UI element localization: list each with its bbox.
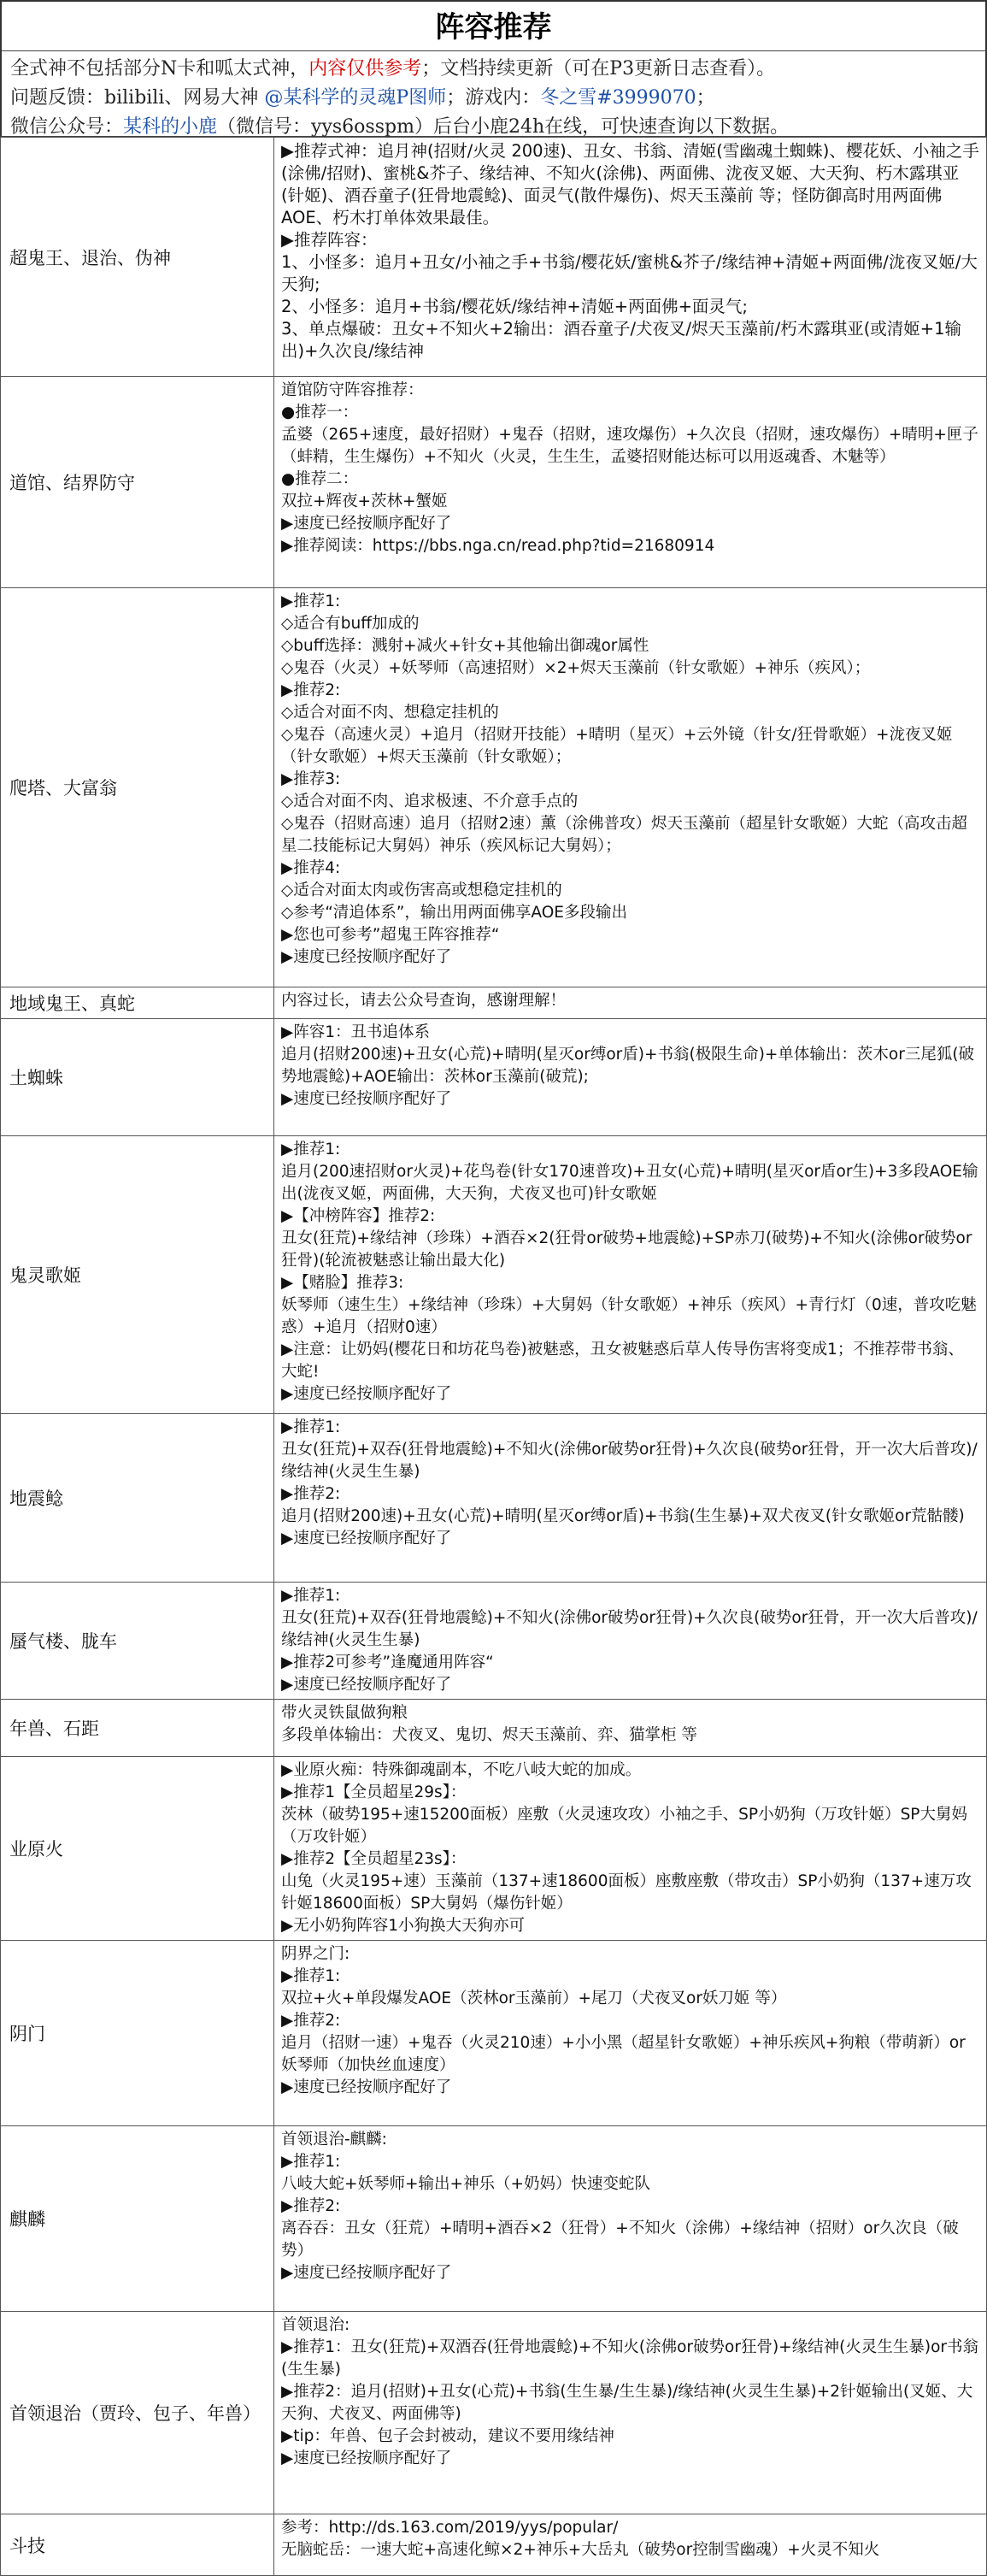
recommendation-line: ●推荐二：	[281, 470, 359, 488]
recommendation-line: ◇适合对面太肉或伤害高或想稳定挂机的	[281, 881, 562, 899]
intro-line-3-post: （微信号：yys6osspm）后台小鹿24h在线，可快速查询以下数据。	[217, 116, 790, 138]
recommendation-line: ▶推荐1:	[281, 2153, 341, 2171]
recommendation-line: ▶速度已经按顺序配好了	[281, 1530, 452, 1547]
recommendation-line: ▶推荐1:	[281, 1587, 341, 1605]
recommendation-line: 山兔（火灵195+速）玉藻前（137+速18600面板）座敷座敷（带攻击）SP小奶狗（137+速万攻针姬18600面板）SP大舅妈（爆伤针姬）	[281, 1872, 972, 1913]
category-cell: 道馆、结界防守	[1, 377, 274, 588]
recommendation-line: ▶tip：年兽、包子会封被动，建议不要用缘结神	[281, 2427, 614, 2445]
intro-line-2-pre: 问题反馈：bilibili、网易大神	[10, 87, 265, 109]
recommendation-line: ▶速度已经按顺序配好了	[281, 1090, 452, 1108]
table-row	[1, 1583, 987, 1700]
recommendation-line: 2、小怪多：追月+书翁/樱花妖/缘结神+清姬+两面佛+面灵气;	[281, 297, 748, 316]
category-cell: 地域鬼王、真蛇	[1, 987, 274, 1019]
recommendation-cell	[274, 2514, 987, 2576]
recommendation-line: ▶速度已经按顺序配好了	[281, 948, 452, 966]
table-row	[1, 1136, 987, 1414]
recommendation-line: 孟婆（265+速度，最好招财）+鬼吞（招财，速攻爆伤）+久次良（招财，速攻爆伤）+晴明+匣子（蚌精，生生爆伤）+不知火（火灵，生生生，孟婆招财能达标可以用返魂香、木魅等）	[281, 426, 978, 466]
recommendation-line: ▶推荐1:	[281, 592, 341, 610]
recommendation-cell	[274, 987, 987, 1019]
category-cell: 蜃气楼、胧车	[1, 1583, 274, 1700]
recommendation-line: 离吞吞：丑女（狂荒）+晴明+酒吞×2（狂骨）+不知火（涂佛）+缘结神（招财）or久次良（破势）	[281, 2219, 959, 2260]
intro-line-2-mid: ；游戏内：	[446, 87, 541, 109]
recommendation-line: 追月(200速招财or火灵)+花鸟卷(针女170速普攻)+丑女(心荒)+晴明(星灭or盾or生)+3多段AOE输出(泷夜叉姬，两面佛，大天狗，犬夜叉也可)针女歌姬	[281, 1163, 978, 1203]
intro-line-1-pre: 全式神不包括部分N卡和呱太式神，	[10, 58, 309, 80]
recommendation-line: 追月(招财200速)+丑女(心荒)+晴明(星灭or缚or盾)+书翁(极限生命)+单体输出：茨木or三尾狐(破势地震鲶)+AOE输出：茨林or玉藻前(破荒);	[281, 1046, 975, 1086]
category-cell: 爬塔、大富翁	[1, 588, 274, 987]
recommendation-line: 道馆防守阵容推荐：	[281, 381, 424, 399]
table-row	[1, 1019, 987, 1136]
recommendation-cell	[274, 1136, 987, 1414]
recommendation-cell	[274, 138, 987, 377]
intro-line-1	[10, 55, 977, 84]
recommendation-line: ●推荐一：	[281, 404, 359, 421]
table-row	[1, 2126, 987, 2312]
recommendation-cell	[274, 2126, 987, 2312]
recommendation-line: 首领退治:	[281, 2316, 350, 2334]
category-cell: 超鬼王、退治、伪神	[1, 138, 274, 377]
table-row	[1, 987, 987, 1019]
table-row	[1, 2514, 987, 2576]
recommendation-line: 首领退治-麒麟:	[281, 2131, 387, 2149]
category-cell: 鬼灵歌姬	[1, 1136, 274, 1414]
recommendation-line: ▶推荐3:	[281, 770, 341, 788]
recommendation-cell	[274, 1700, 987, 1757]
recommendation-line: ▶速度已经按顺序配好了	[281, 2078, 452, 2096]
lineup-table	[0, 137, 987, 2576]
table-row	[1, 1414, 987, 1583]
recommendation-line: ▶阵容1：丑书追体系	[281, 1023, 430, 1041]
table-row	[1, 1757, 987, 1941]
category-cell: 斗技	[1, 2514, 274, 2576]
category-cell: 业原火	[1, 1757, 274, 1941]
recommendation-line: ▶推荐2:	[281, 2197, 341, 2215]
disclaimer-highlight: 内容仅供参考	[308, 58, 422, 80]
recommendation-line: ▶推荐1:	[281, 1141, 341, 1158]
recommendation-line: ▶您也可参考”超鬼王阵容推荐“	[281, 926, 500, 944]
recommendation-line: 追月（招财一速）+鬼吞（火灵210速）+小小黑（超星针女歌姬）+神乐疾风+狗粮（带萌新）or妖琴师（加快丝血速度）	[281, 2034, 966, 2074]
category-cell: 土蜘蛛	[1, 1019, 274, 1136]
wechat-account-name: 某科的小鹿	[123, 116, 218, 138]
recommendation-cell	[274, 1414, 987, 1583]
recommendation-line: ◇适合对面不肉、想稳定挂机的	[281, 704, 499, 722]
recommendation-line: 阴界之门:	[281, 1945, 350, 1963]
recommendation-line: ▶速度已经按顺序配好了	[281, 1676, 452, 1694]
intro-line-2-post: ；	[696, 87, 715, 109]
intro-line-2	[10, 84, 977, 113]
table-row	[1, 1941, 987, 2126]
recommendation-line: ◇鬼吞（火灵）+妖琴师（高速招财）×2+烬天玉藻前（针女歌姬）+神乐（疾风）；	[281, 659, 871, 677]
recommendation-line: ▶速度已经按顺序配好了	[281, 2449, 452, 2467]
table-row	[1, 377, 987, 588]
recommendation-line: ◇适合对面不肉、追求极速、不介意手点的	[281, 793, 579, 811]
recommendation-line: ▶推荐1:	[281, 1967, 341, 1985]
recommendation-line: ▶推荐1：丑女(狂荒)+双酒吞(狂骨地震鲶)+不知火(涂佛or破势or狂骨)+缘结神(火灵生生暴)or书翁(生生暴)	[281, 2338, 979, 2379]
recommendation-line: 参考：http://ds.163.com/2019/yys/popular/	[281, 2519, 619, 2537]
author-handle: @某科学的灵魂P图师	[264, 87, 447, 109]
recommendation-line: ▶速度已经按顺序配好了	[281, 515, 452, 533]
recommendation-line: ▶推荐4:	[281, 859, 341, 877]
recommendation-line: 双拉+辉夜+茨林+蟹姬	[281, 492, 448, 510]
recommendation-line: 3、单点爆破：丑女+不知火+2输出：酒吞童子/犬夜叉/烬天玉藻前/朽木露琪亚(或清姬+1输出)+久次良/缘结神	[281, 319, 962, 361]
intro-line-1-post: ；文档持续更新（可在P3更新日志查看）。	[421, 58, 776, 80]
recommendation-cell	[274, 1941, 987, 2126]
recommendation-line: 追月(招财200速)+丑女(心荒)+晴明(星灭or缚or盾)+书翁(生生暴)+双犬夜叉(针女歌姬or荒骷髅)	[281, 1507, 965, 1525]
recommendation-line: ▶速度已经按顺序配好了	[281, 2264, 452, 2282]
recommendation-line: ▶注意：让奶妈(樱花日和坊花鸟卷)被魅惑，丑女被魅惑后草人传导伤害将变成1；不推荐带书翁、大蛇!	[281, 1341, 964, 1381]
recommendation-line: ▶【赌脸】推荐3:	[281, 1274, 404, 1292]
recommendation-cell	[274, 1583, 987, 1700]
table-row	[1, 2312, 987, 2514]
page-title: 阵容推荐	[0, 0, 987, 51]
table-row	[1, 588, 987, 987]
recommendation-line: 带火灵铁鼠做狗粮	[281, 1704, 408, 1722]
recommendation-line: ▶推荐2：追月(招财)+丑女(心荒)+书翁(生生暴/生生暴)/缘结神(火灵生生暴)+2针姬输出(叉姬、大天狗、犬夜叉、两面佛等)	[281, 2383, 973, 2423]
recommendation-line: ▶推荐1【全员超星29s】：	[281, 1783, 467, 1801]
recommendation-line: 内容过长，请去公众号查询，感谢理解！	[281, 992, 567, 1010]
recommendation-line: 茨林（破势195+速15200面板）座敷（火灵速攻攻）小袖之手、SP小奶狗（万攻针姬）SP大舅妈（万攻针姬）	[281, 1806, 967, 1846]
recommendation-line: 1、小怪多：追月+丑女/小袖之手+书翁/樱花妖/蜜桃&芥子/缘结神+清姬+两面佛/泷夜叉姬/大天狗;	[281, 252, 978, 294]
recommendation-line: ▶推荐2可参考”逢魔通用阵容“	[281, 1653, 494, 1671]
recommendation-cell	[274, 1757, 987, 1941]
category-cell: 阴门	[1, 1941, 274, 2126]
recommendation-line: ▶速度已经按顺序配好了	[281, 1385, 452, 1403]
recommendation-line: 多段单体输出：犬夜叉、鬼切、烬天玉藻前、弈、猫掌柜 等	[281, 1726, 697, 1744]
intro-notes	[0, 51, 987, 137]
recommendation-cell	[274, 2312, 987, 2514]
recommendation-line: 无脑蛇岳：一速大蛇+高速化鲸×2+神乐+大岳丸（破势or控制雪幽魂）+火灵不知火	[281, 2541, 880, 2559]
table-row	[1, 138, 987, 377]
recommendation-line: ◇鬼吞（招财高速）追月（招财2速）薰（涂佛普攻）烬天玉藻前（超星针女歌姬）大蛇（高攻击超星二技能标记大舅妈）神乐（疾风标记大舅妈）；	[281, 815, 968, 855]
category-cell: 首领退治（贾玲、包子、年兽）	[1, 2312, 274, 2514]
recommendation-line: ▶推荐2:	[281, 1485, 341, 1503]
recommendation-line: ▶推荐2【全员超星23s】：	[281, 1850, 467, 1868]
recommendation-line: ▶推荐式神：追月神(招财/火灵 200速)、丑女、书翁、清姬(雪幽魂土蜘蛛)、樱花妖、小袖之手(涂佛/招财)、蜜桃&芥子、缘结神、不知火(涂佛)、两面佛、泷夜叉姬、大天狗、朽木露琪亚(针姬)、酒吞童子(狂骨地震鲶)、面灵气(散件爆伤)、烬天玉藻前 等；怪防御高时用两面佛AOE、朽木打单体效果最佳。	[281, 141, 979, 227]
recommendation-line: ◇参考“清追体系”，输出用两面佛享AOE多段输出	[281, 904, 627, 922]
recommendation-cell	[274, 1019, 987, 1136]
table-row	[1, 1700, 987, 1757]
recommendation-line: 妖琴师（速生生）+缘结神（珍珠）+大舅妈（针女歌姬）+神乐（疾风）+青行灯（0速，普攻吃魅惑）+追月（招财0速）	[281, 1296, 977, 1336]
recommendation-cell	[274, 377, 987, 588]
recommendation-cell	[274, 588, 987, 987]
game-id: 冬之雪#3999070	[540, 87, 696, 109]
recommendation-line: ◇适合有buff加成的	[281, 615, 420, 633]
recommendation-line: ▶推荐阵容：	[281, 230, 378, 250]
recommendation-line: 双拉+火+单段爆发AOE（茨林or玉藻前）+尾刀（犬夜叉or妖刀姬 等）	[281, 1989, 787, 2007]
recommendation-line: 丑女(狂荒)+双吞(狂骨地震鲶)+不知火(涂佛or破势or狂骨)+久次良(破势or狂骨，开一次大后普攻)/缘结神(火灵生生暴)	[281, 1609, 978, 1649]
recommendation-line: ◇鬼吞（高速火灵）+追月（招财开技能）+晴明（星灭）+云外镜（针女/狂骨歌姬）+泷夜叉姬（针女歌姬）+烬天玉藻前（针女歌姬）；	[281, 726, 953, 766]
recommendation-line: ▶推荐2:	[281, 681, 341, 699]
category-cell: 麒麟	[1, 2126, 274, 2312]
recommendation-line: ▶无小奶狗阵容1小狗换大天狗亦可	[281, 1917, 525, 1935]
recommendation-line: 丑女(狂荒)+缘结神（珍珠）+酒吞×2(狂骨or破势+地震鲶)+SP赤刀(破势)+不知火(涂佛or破势or狂骨)(轮流被魅惑让输出最大化)	[281, 1229, 972, 1270]
recommendation-line: ▶推荐阅读：https://bbs.nga.cn/read.php?tid=21680914	[281, 537, 715, 555]
recommendation-line: ◇buff选择：溅射+减火+针女+其他输出御魂or属性	[281, 637, 649, 655]
recommendation-line: ▶业原火痴：特殊御魂副本，不吃八岐大蛇的加成。	[281, 1761, 642, 1779]
recommendation-line: 八岐大蛇+妖琴师+输出+神乐（+奶妈）快速变蛇队	[281, 2175, 651, 2193]
recommendation-line: ▶【冲榜阵容】推荐2:	[281, 1207, 436, 1225]
recommendation-line: ▶推荐1:	[281, 1418, 341, 1436]
recommendation-line: 丑女(狂荒)+双吞(狂骨地震鲶)+不知火(涂佛or破势or狂骨)+久次良(破势or狂骨，开一次大后普攻)/缘结神(火灵生生暴)	[281, 1441, 978, 1481]
category-cell: 地震鲶	[1, 1414, 274, 1583]
recommendation-line: ▶推荐2:	[281, 2012, 341, 2030]
category-cell: 年兽、石距	[1, 1700, 274, 1757]
intro-line-3-pre: 微信公众号：	[10, 116, 124, 138]
